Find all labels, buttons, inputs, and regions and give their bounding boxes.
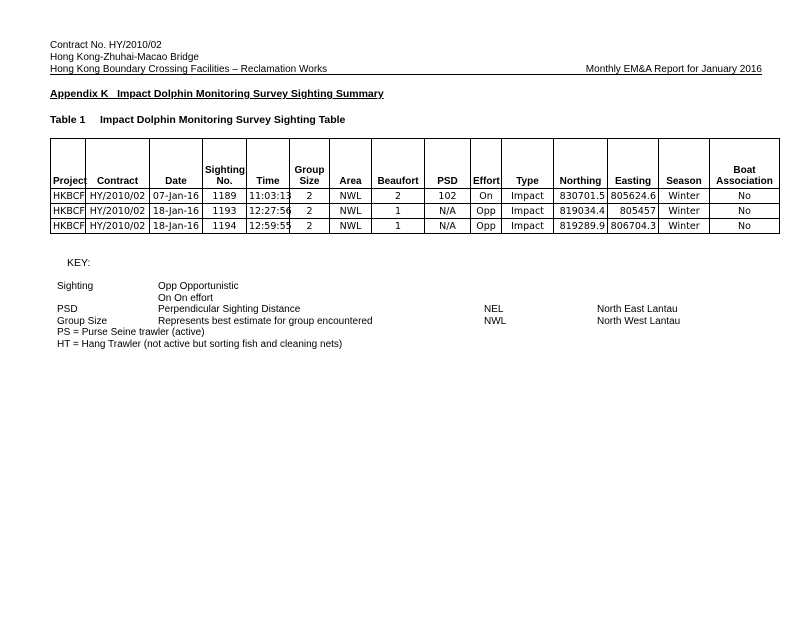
page-header <box>50 40 762 76</box>
table-cell: 11:03:13 <box>247 189 290 204</box>
table-cell: Impact <box>502 204 554 219</box>
appendix-title: Appendix K Impact Dolphin Monitoring Survey Sighting Summary <box>50 88 384 100</box>
key-ps-line: PS = Purse Seine trawler (active) <box>57 327 205 338</box>
table-cell: 1189 <box>203 189 247 204</box>
table-cell: 102 <box>425 189 471 204</box>
works-name: Hong Kong Boundary Crossing Facilities – Reclamation Works <box>50 64 328 75</box>
table-cell: 2 <box>372 189 425 204</box>
key-def-group-size: Represents best estimate for group encountered <box>158 316 373 327</box>
key-def-nwl: North West Lantau <box>597 316 681 327</box>
table-cell: Impact <box>502 219 554 234</box>
table-cell: Opp <box>471 219 502 234</box>
table-cell: Opp <box>471 204 502 219</box>
table-cell: 805457 <box>608 204 659 219</box>
col-header: Season <box>659 139 710 189</box>
key-def-on: On On effort <box>158 293 213 304</box>
table-cell: 819289.9 <box>554 219 608 234</box>
key-def-psd: Perpendicular Sighting Distance <box>158 304 301 315</box>
key-label: KEY: <box>67 257 91 269</box>
table-cell: Winter <box>659 204 710 219</box>
table-cell: HKBCF <box>51 189 86 204</box>
col-header: Northing <box>554 139 608 189</box>
table-cell: HKBCF <box>51 204 86 219</box>
key-abbr-nel: NEL <box>484 304 504 315</box>
key-term-group-size: Group Size <box>57 316 108 327</box>
key-abbr-nwl: NWL <box>484 316 507 327</box>
table-cell: 805624.6 <box>608 189 659 204</box>
col-header: Project <box>51 139 86 189</box>
table-cell: 1 <box>372 219 425 234</box>
key-def-opp: Opp Opportunistic <box>158 281 239 292</box>
table-cell: No <box>710 189 780 204</box>
col-header: Beaufort <box>372 139 425 189</box>
table-cell: 2 <box>290 219 330 234</box>
table-cell: 18-Jan-16 <box>150 204 203 219</box>
table-cell: 12:59:55 <box>247 219 290 234</box>
table-title: Table 1 Impact Dolphin Monitoring Survey Sighting Table <box>50 114 346 126</box>
table-cell: 2 <box>290 204 330 219</box>
table-cell: On <box>471 189 502 204</box>
table-cell: 1194 <box>203 219 247 234</box>
table-cell: 18-Jan-16 <box>150 219 203 234</box>
table-cell: HY/2010/02 <box>86 189 150 204</box>
table-row <box>51 204 780 219</box>
col-header: Boat Association <box>710 139 780 189</box>
col-header: Type <box>502 139 554 189</box>
table-cell: 806704.3 <box>608 219 659 234</box>
col-header: Date <box>150 139 203 189</box>
table-cell: 830701.5 <box>554 189 608 204</box>
table-cell: Winter <box>659 219 710 234</box>
key-term-psd: PSD <box>57 304 78 315</box>
col-header: Sighting No. <box>203 139 247 189</box>
col-header: Area <box>330 139 372 189</box>
table-cell: HY/2010/02 <box>86 219 150 234</box>
table-cell: Winter <box>659 189 710 204</box>
col-header: Easting <box>608 139 659 189</box>
project-name: Hong Kong-Zhuhai-Macao Bridge <box>50 52 199 63</box>
table-cell: No <box>710 204 780 219</box>
table-cell: 07-Jan-16 <box>150 189 203 204</box>
report-name: Monthly EM&A Report for January 2016 <box>585 64 762 75</box>
table-cell: NWL <box>330 189 372 204</box>
table-cell: 1 <box>372 204 425 219</box>
col-header: Time <box>247 139 290 189</box>
contract-number: Contract No. HY/2010/02 <box>50 40 162 51</box>
table-cell: 2 <box>290 189 330 204</box>
col-header: Contract <box>86 139 150 189</box>
table-row <box>51 219 780 234</box>
table-cell: 819034.4 <box>554 204 608 219</box>
col-header: Effort <box>471 139 502 189</box>
table-cell: NWL <box>330 204 372 219</box>
table-cell: HKBCF <box>51 219 86 234</box>
sighting-table <box>50 138 780 234</box>
col-header: Group Size <box>290 139 330 189</box>
table-cell: 12:27:56 <box>247 204 290 219</box>
table-cell: N/A <box>425 219 471 234</box>
table-cell: HY/2010/02 <box>86 204 150 219</box>
table-row <box>51 189 780 204</box>
col-header: PSD <box>425 139 471 189</box>
table-cell: No <box>710 219 780 234</box>
table-cell: 1193 <box>203 204 247 219</box>
table-cell: NWL <box>330 219 372 234</box>
key-ht-line: HT = Hang Trawler (not active but sorting fish and cleaning nets) <box>57 339 343 350</box>
header-divider <box>50 74 762 75</box>
key-def-nel: North East Lantau <box>597 304 678 315</box>
key-term-sighting: Sighting <box>57 281 94 292</box>
table-header-row <box>51 139 780 189</box>
table-cell: N/A <box>425 204 471 219</box>
table-cell: Impact <box>502 189 554 204</box>
